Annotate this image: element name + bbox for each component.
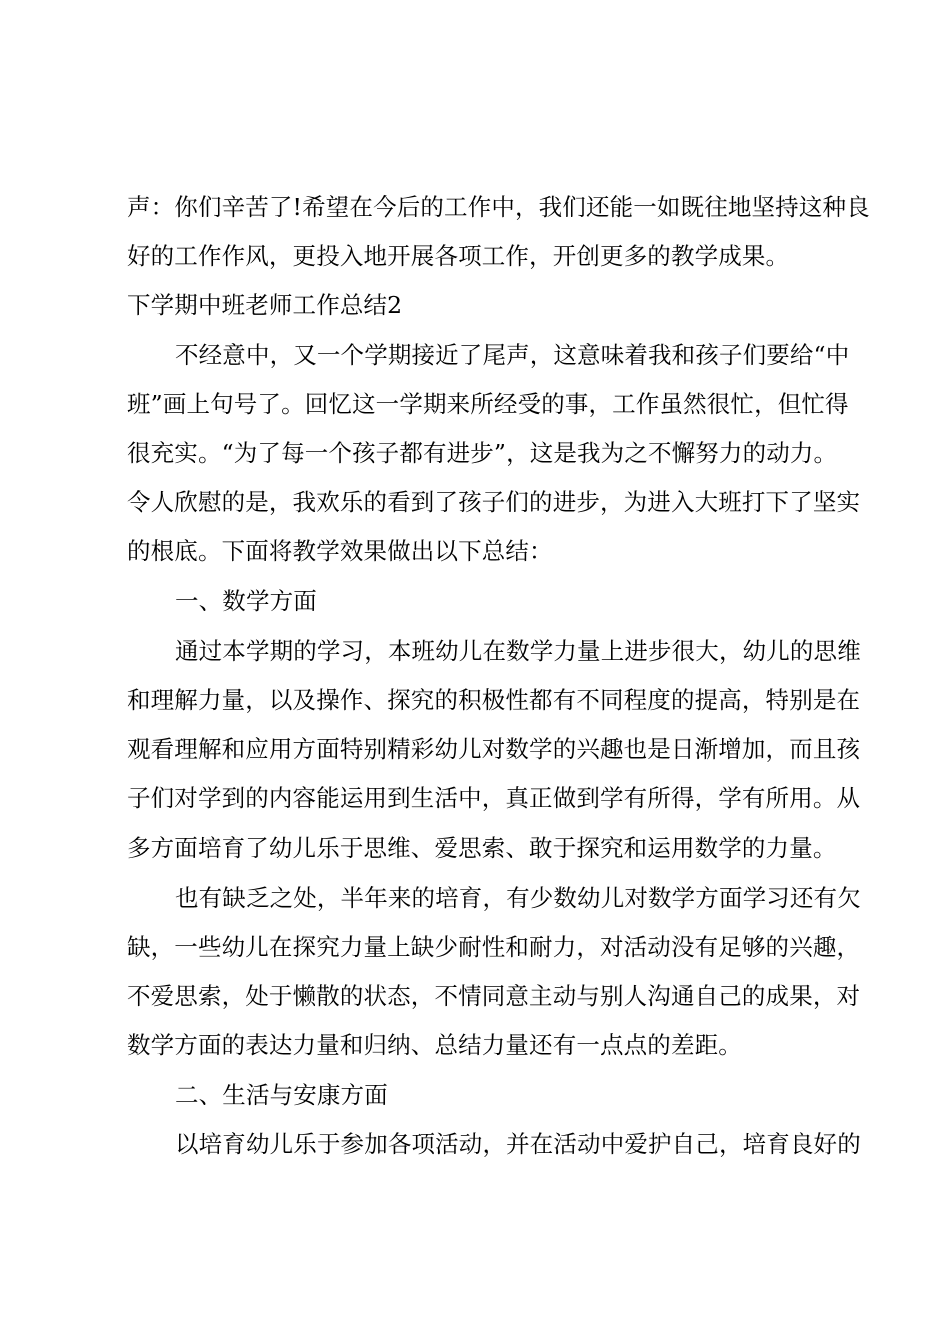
paragraph-line: 缺，一些幼儿在探究力量上缺少耐性和耐力，对活动没有足够的兴趣，	[127, 933, 861, 961]
paragraph-line: 和理解力量，以及操作、探究的积极性都有不同程度的提高，特别是在	[127, 686, 861, 714]
paragraph-line: 以培育幼儿乐于参加各项活动，并在活动中爱护自己，培育良好的	[175, 1130, 861, 1158]
paragraph-line: 令人欣慰的是，我欢乐的看到了孩子们的进步，为进入大班打下了坚实	[127, 488, 861, 516]
subsection-heading: 二、生活与安康方面	[175, 1081, 388, 1109]
paragraph-line: 声：你们辛苦了!希望在今后的工作中，我们还能一如既往地坚持这种良	[127, 193, 870, 221]
paragraph-line: 多方面培育了幼儿乐于思维、爱思索、敢于探究和运用数学的力量。	[127, 834, 837, 862]
paragraph-line: 观看理解和应用方面特别精彩幼儿对数学的兴趣也是日渐增加，而且孩	[127, 735, 861, 763]
paragraph-line: 班”画上句号了。回忆这一学期来所经受的事，工作虽然很忙，但忙得	[127, 390, 849, 418]
paragraph-line: 数学方面的表达力量和归纳、总结力量还有一点点的差距。	[127, 1031, 742, 1059]
paragraph-line: 好的工作作风，更投入地开展各项工作，开创更多的教学成果。	[127, 242, 790, 270]
paragraph-line: 子们对学到的内容能运用到生活中，真正做到学有所得，学有所用。从	[127, 784, 861, 812]
paragraph-line: 的根底。下面将教学效果做出以下总结：	[127, 537, 553, 565]
paragraph-line: 通过本学期的学习，本班幼儿在数学力量上进步很大，幼儿的思维	[175, 637, 861, 665]
paragraph-line: 很充实。“为了每一个孩子都有进步”，这是我为之不懈努力的动力。	[127, 439, 838, 467]
paragraph-line: 不爱思索，处于懒散的状态，不情同意主动与别人沟通自己的成果，对	[127, 982, 861, 1010]
subsection-heading: 一、数学方面	[175, 587, 317, 615]
paragraph-line: 不经意中，又一个学期接近了尾声，这意味着我和孩子们要给“中	[175, 341, 850, 369]
section-title: 下学期中班老师工作总结2	[127, 291, 403, 319]
paragraph-line: 也有缺乏之处，半年来的培育，有少数幼儿对数学方面学习还有欠	[175, 884, 861, 912]
